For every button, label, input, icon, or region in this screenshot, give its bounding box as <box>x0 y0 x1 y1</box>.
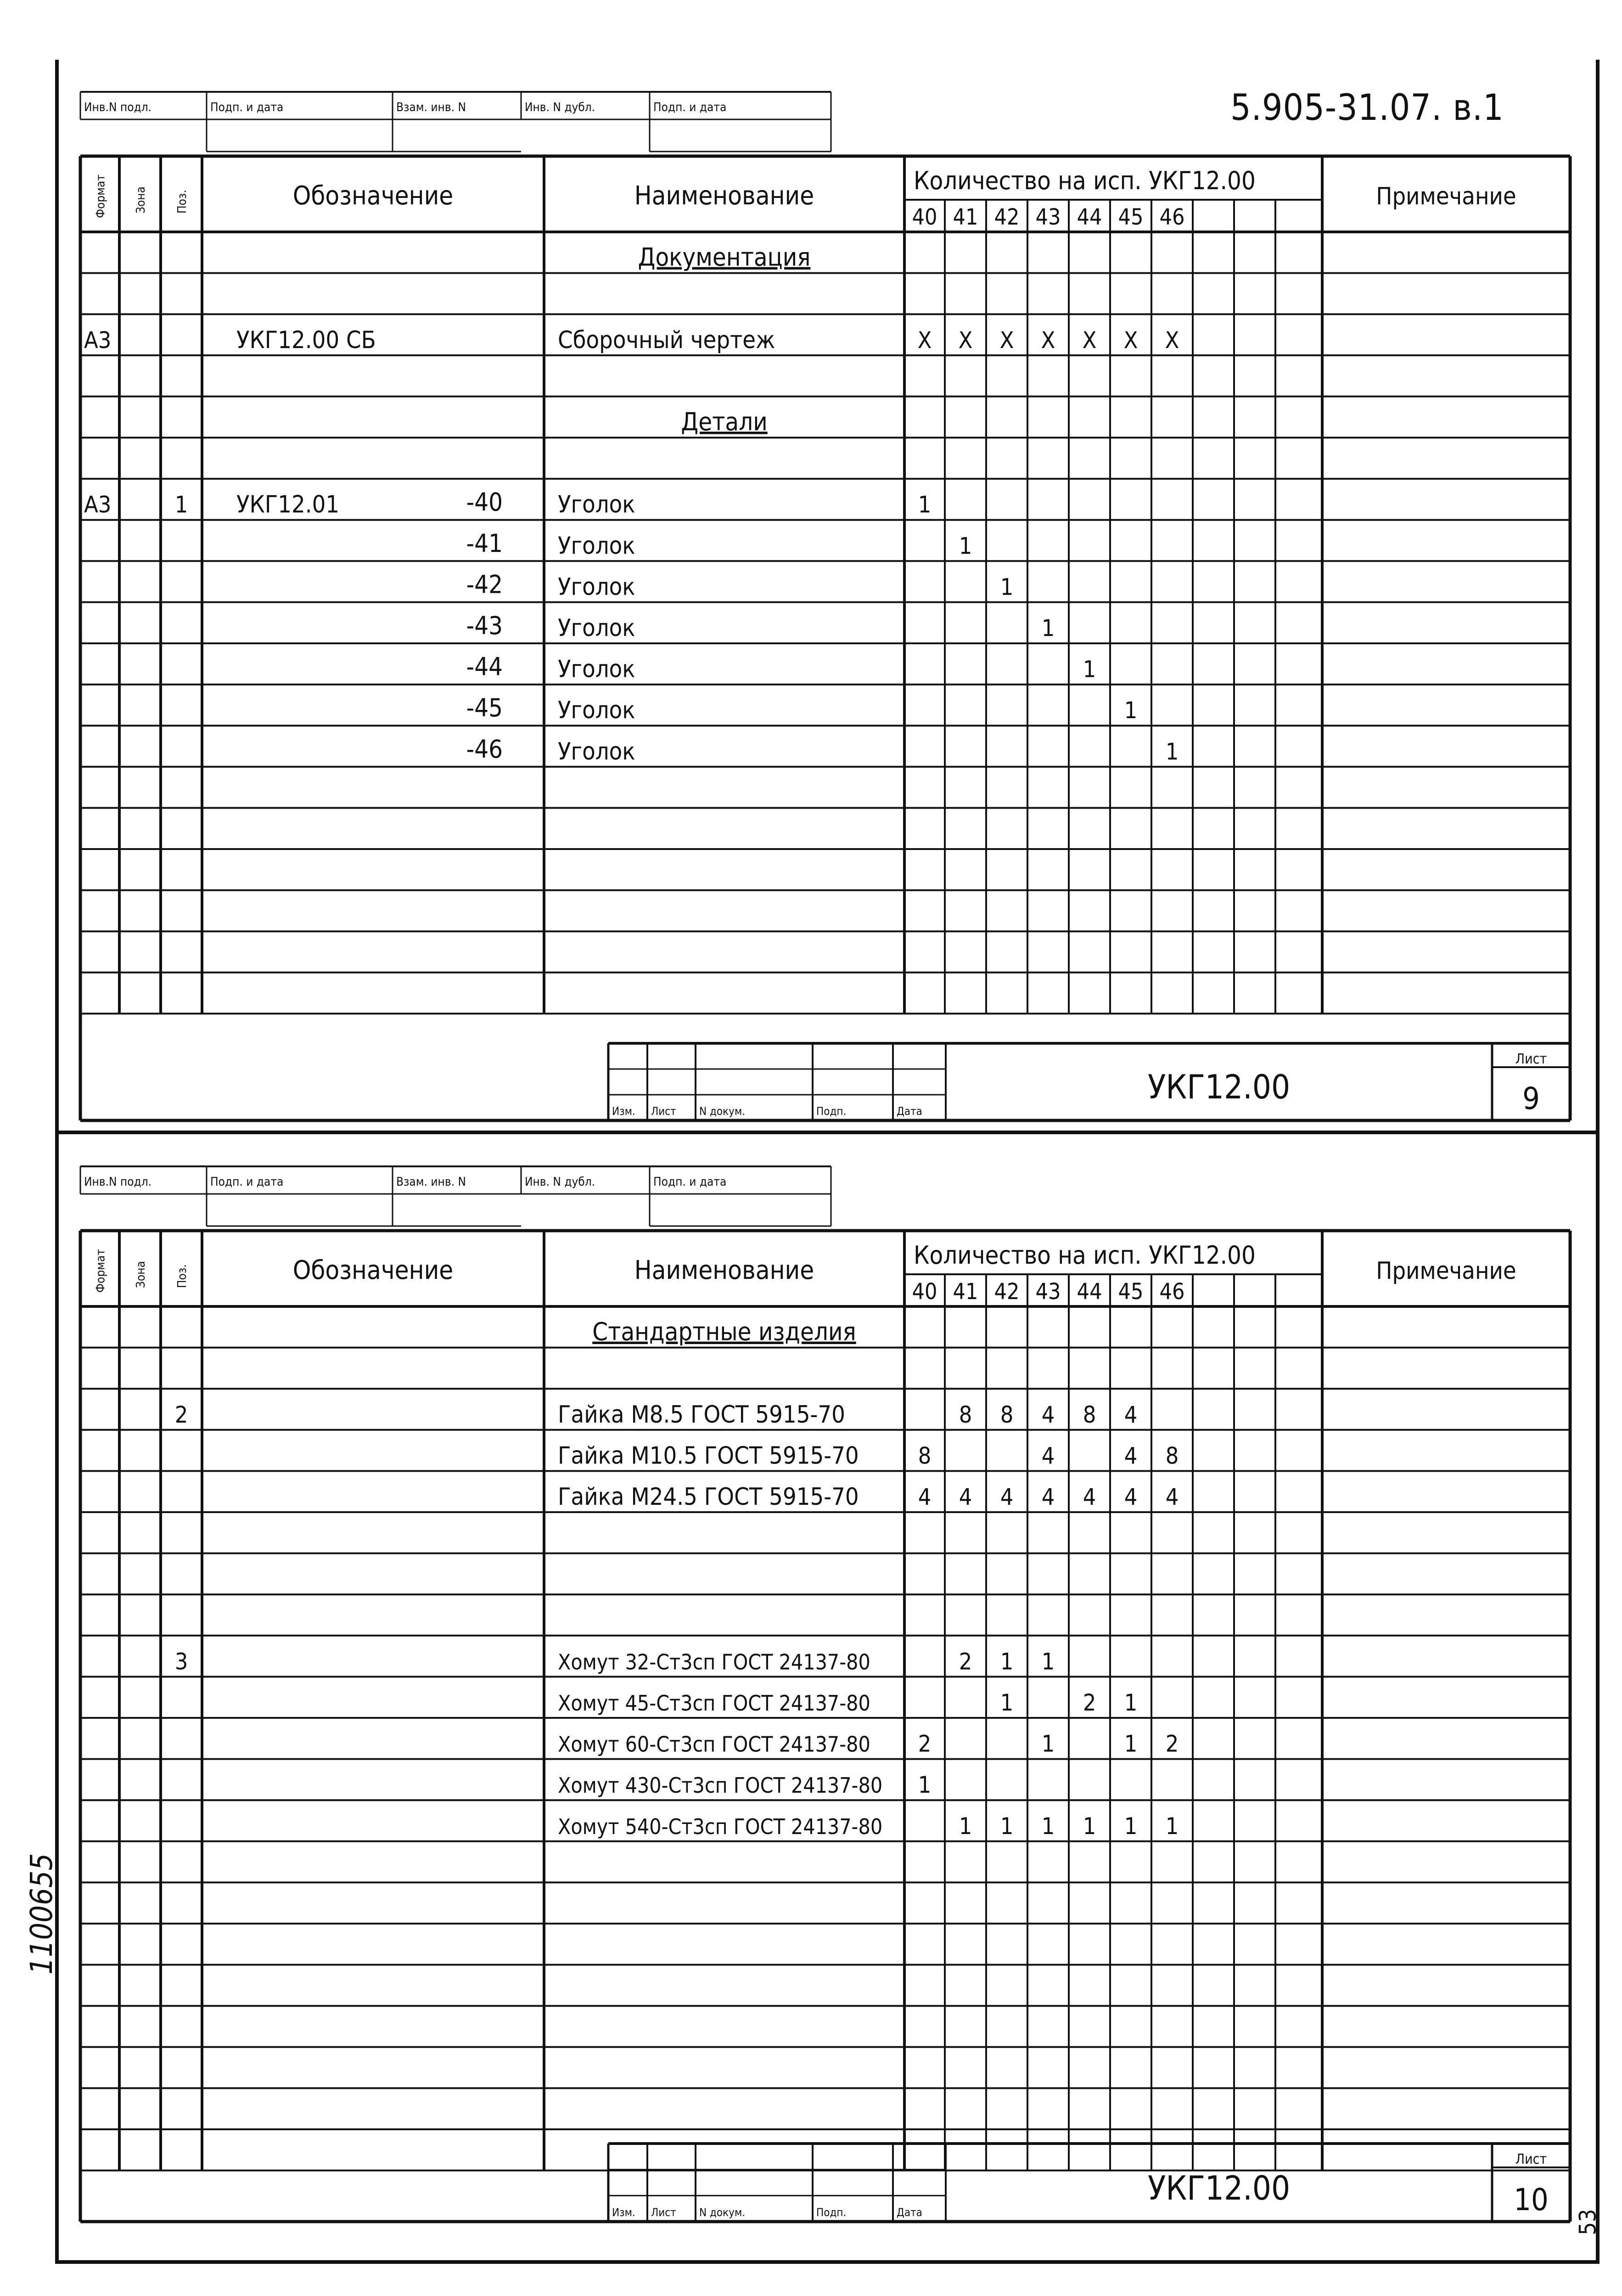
cell-quantity: 1 <box>1000 1689 1014 1716</box>
header-variant: 42 <box>994 1279 1020 1305</box>
cell-quantity: 4 <box>1041 1401 1055 1428</box>
header-format: Формат <box>94 174 108 218</box>
cell-suffix: -41 <box>466 529 503 558</box>
cell-quantity: 1 <box>959 532 972 559</box>
cell-quantity: 8 <box>1165 1442 1179 1469</box>
cell-name: Уголок <box>558 614 635 642</box>
cell-designation: УКГ12.01 <box>236 491 340 519</box>
header-name: Наименование <box>634 1255 814 1285</box>
header-format: Формат <box>94 1249 108 1293</box>
stamp-label: Подп. и дата <box>210 101 284 114</box>
cell-position: 3 <box>174 1648 188 1675</box>
cell-format: А3 <box>84 491 112 518</box>
cell-quantity: 1 <box>1124 1730 1138 1757</box>
cell-name: Уголок <box>558 532 635 560</box>
header-variant: 41 <box>953 204 978 230</box>
header-variant: 45 <box>1118 204 1144 230</box>
cell-quantity: 1 <box>1000 1812 1014 1840</box>
header-zone: Зона <box>134 1261 148 1288</box>
header-pos: Поз. <box>175 190 189 214</box>
cell-quantity: 4 <box>1000 1484 1014 1510</box>
header-designation: Обозначение <box>292 181 454 211</box>
cell-quantity: 1 <box>1083 656 1096 683</box>
title-designation: УКГ12.00 <box>1147 2169 1291 2207</box>
cell-name: Уголок <box>558 737 635 765</box>
cell-quantity: 8 <box>1000 1401 1014 1428</box>
title-block-label: Изм. <box>612 2206 635 2219</box>
sheet-number: 10 <box>1514 2182 1549 2217</box>
cell-quantity: 4 <box>1124 1484 1138 1510</box>
header-name: Наименование <box>634 181 814 211</box>
cell-quantity: 8 <box>918 1442 932 1469</box>
cell-quantity: 1 <box>1083 1812 1096 1840</box>
cell-name: Гайка М10.5 ГОСТ 5915-70 <box>558 1442 859 1470</box>
cell-quantity: 1 <box>1124 1689 1138 1716</box>
cell-quantity: Х <box>958 326 973 354</box>
side-stamp: 1100655 <box>24 1853 59 1975</box>
title-block-label: N докум. <box>699 2206 746 2219</box>
header-note: Примечание <box>1376 183 1516 210</box>
title-block-label: Дата <box>897 2206 922 2219</box>
cell-quantity: 1 <box>1041 615 1055 642</box>
header-quantity: Количество на исп. УКГ12.00 <box>914 1241 1256 1270</box>
cell-name: Хомут 540-Ст3сп ГОСТ 24137-80 <box>558 1814 883 1839</box>
header-variant: 44 <box>1077 1279 1102 1305</box>
header-designation: Обозначение <box>292 1255 454 1285</box>
cell-quantity: 8 <box>959 1401 972 1428</box>
sheet-number: 9 <box>1522 1081 1540 1116</box>
cell-quantity: 1 <box>918 1772 932 1799</box>
cell-quantity: 8 <box>1083 1401 1096 1428</box>
cell-quantity: Х <box>999 326 1014 354</box>
section-heading: Детали <box>681 407 768 436</box>
cell-name: Хомут 45-Ст3сп ГОСТ 24137-80 <box>558 1691 870 1716</box>
cell-quantity: 1 <box>959 1812 972 1840</box>
cell-quantity: 1 <box>1041 1812 1055 1840</box>
cell-suffix: -45 <box>466 693 503 723</box>
cell-quantity: 1 <box>1041 1648 1055 1675</box>
header-variant: 46 <box>1159 1279 1185 1305</box>
cell-suffix: -44 <box>466 652 503 681</box>
title-block-label: Дата <box>897 1105 922 1118</box>
cell-quantity: 1 <box>1124 1812 1138 1840</box>
header-variant: 46 <box>1159 204 1185 230</box>
cell-quantity: 4 <box>1041 1442 1055 1469</box>
cell-designation: УКГ12.00 СБ <box>236 326 376 354</box>
header-variant: 43 <box>1035 1279 1061 1305</box>
cell-quantity: Х <box>1123 326 1138 354</box>
cell-quantity: 2 <box>959 1648 972 1675</box>
cell-quantity: 4 <box>1124 1401 1138 1428</box>
cell-name: Хомут 32-Ст3сп ГОСТ 24137-80 <box>558 1649 870 1675</box>
cell-name: Гайка М24.5 ГОСТ 5915-70 <box>558 1483 859 1511</box>
cell-suffix: -40 <box>466 488 503 517</box>
cell-quantity: 1 <box>1041 1730 1055 1757</box>
stamp-label: Инв. N дубл. <box>525 101 595 114</box>
header-variant: 40 <box>912 1279 937 1305</box>
header-variant: 43 <box>1035 204 1061 230</box>
cell-suffix: -46 <box>466 734 503 764</box>
title-block-label: Лист <box>651 2206 676 2219</box>
cell-quantity: 2 <box>1083 1689 1096 1716</box>
stamp-label: Инв. N дубл. <box>525 1175 595 1189</box>
cell-quantity: 1 <box>1124 697 1138 724</box>
title-designation: УКГ12.00 <box>1147 1068 1291 1106</box>
stamp-label: Подп. и дата <box>210 1175 284 1189</box>
section-heading: Стандартные изделия <box>592 1317 856 1346</box>
cell-quantity: 1 <box>1000 574 1014 601</box>
title-block-label: Подп. <box>816 2206 847 2219</box>
cell-name: Хомут 60-Ст3сп ГОСТ 24137-80 <box>558 1732 870 1757</box>
cell-quantity: 4 <box>1124 1442 1138 1469</box>
cell-quantity: 2 <box>918 1730 932 1757</box>
title-block-label: Лист <box>651 1105 676 1118</box>
header-quantity: Количество на исп. УКГ12.00 <box>914 166 1256 195</box>
cell-name: Уголок <box>558 573 635 601</box>
stamp-label: Взам. инв. N <box>396 1175 466 1189</box>
cell-position: 2 <box>174 1401 188 1428</box>
cell-quantity: 1 <box>918 491 932 518</box>
cell-name: Сборочный чертеж <box>558 326 775 354</box>
cell-name: Гайка М8.5 ГОСТ 5915-70 <box>558 1401 845 1429</box>
title-block-label: N докум. <box>699 1105 746 1118</box>
cell-suffix: -42 <box>466 570 503 599</box>
sheet-label: Лист <box>1515 2151 1547 2167</box>
header-variant: 40 <box>912 204 937 230</box>
edge-mark: 53 <box>1574 2209 1601 2235</box>
header-note: Примечание <box>1376 1257 1516 1285</box>
cell-quantity: 4 <box>918 1484 932 1510</box>
cell-suffix: -43 <box>466 611 503 640</box>
cell-quantity: Х <box>917 326 932 354</box>
title-block-label: Изм. <box>612 1105 635 1118</box>
stamp-label: Подп. и дата <box>653 101 727 114</box>
section-heading: Документация <box>638 242 811 272</box>
cell-position: 1 <box>174 491 188 518</box>
sheet-label: Лист <box>1515 1051 1547 1067</box>
title-block-label: Подп. <box>816 1105 847 1118</box>
cell-quantity: 2 <box>1165 1730 1179 1757</box>
cell-quantity: 1 <box>1165 1812 1179 1840</box>
stamp-label: Взам. инв. N <box>396 101 466 114</box>
cell-name: Уголок <box>558 491 635 519</box>
cell-quantity: Х <box>1165 326 1179 354</box>
cell-name: Уголок <box>558 697 635 725</box>
stamp-label: Инв.N подл. <box>84 101 152 114</box>
cell-quantity: 4 <box>1165 1484 1179 1510</box>
header-zone: Зона <box>134 186 148 214</box>
cell-quantity: 1 <box>1000 1648 1014 1675</box>
header-pos: Поз. <box>175 1264 189 1288</box>
cell-quantity: Х <box>1082 326 1097 354</box>
header-variant: 44 <box>1077 204 1102 230</box>
header-variant: 41 <box>953 1279 978 1305</box>
cell-quantity: 4 <box>1083 1484 1096 1510</box>
stamp-label: Подп. и дата <box>653 1175 727 1189</box>
document-code: 5.905-31.07. в.1 <box>1230 87 1504 129</box>
stamp-label: Инв.N подл. <box>84 1175 152 1189</box>
cell-quantity: 4 <box>1041 1484 1055 1510</box>
header-variant: 42 <box>994 204 1020 230</box>
header-variant: 45 <box>1118 1279 1144 1305</box>
cell-quantity: 4 <box>959 1484 972 1510</box>
cell-name: Хомут 430-Ст3сп ГОСТ 24137-80 <box>558 1773 883 1798</box>
cell-quantity: 1 <box>1165 738 1179 765</box>
cell-format: А3 <box>84 326 112 354</box>
cell-quantity: Х <box>1041 326 1055 354</box>
cell-name: Уголок <box>558 655 635 683</box>
